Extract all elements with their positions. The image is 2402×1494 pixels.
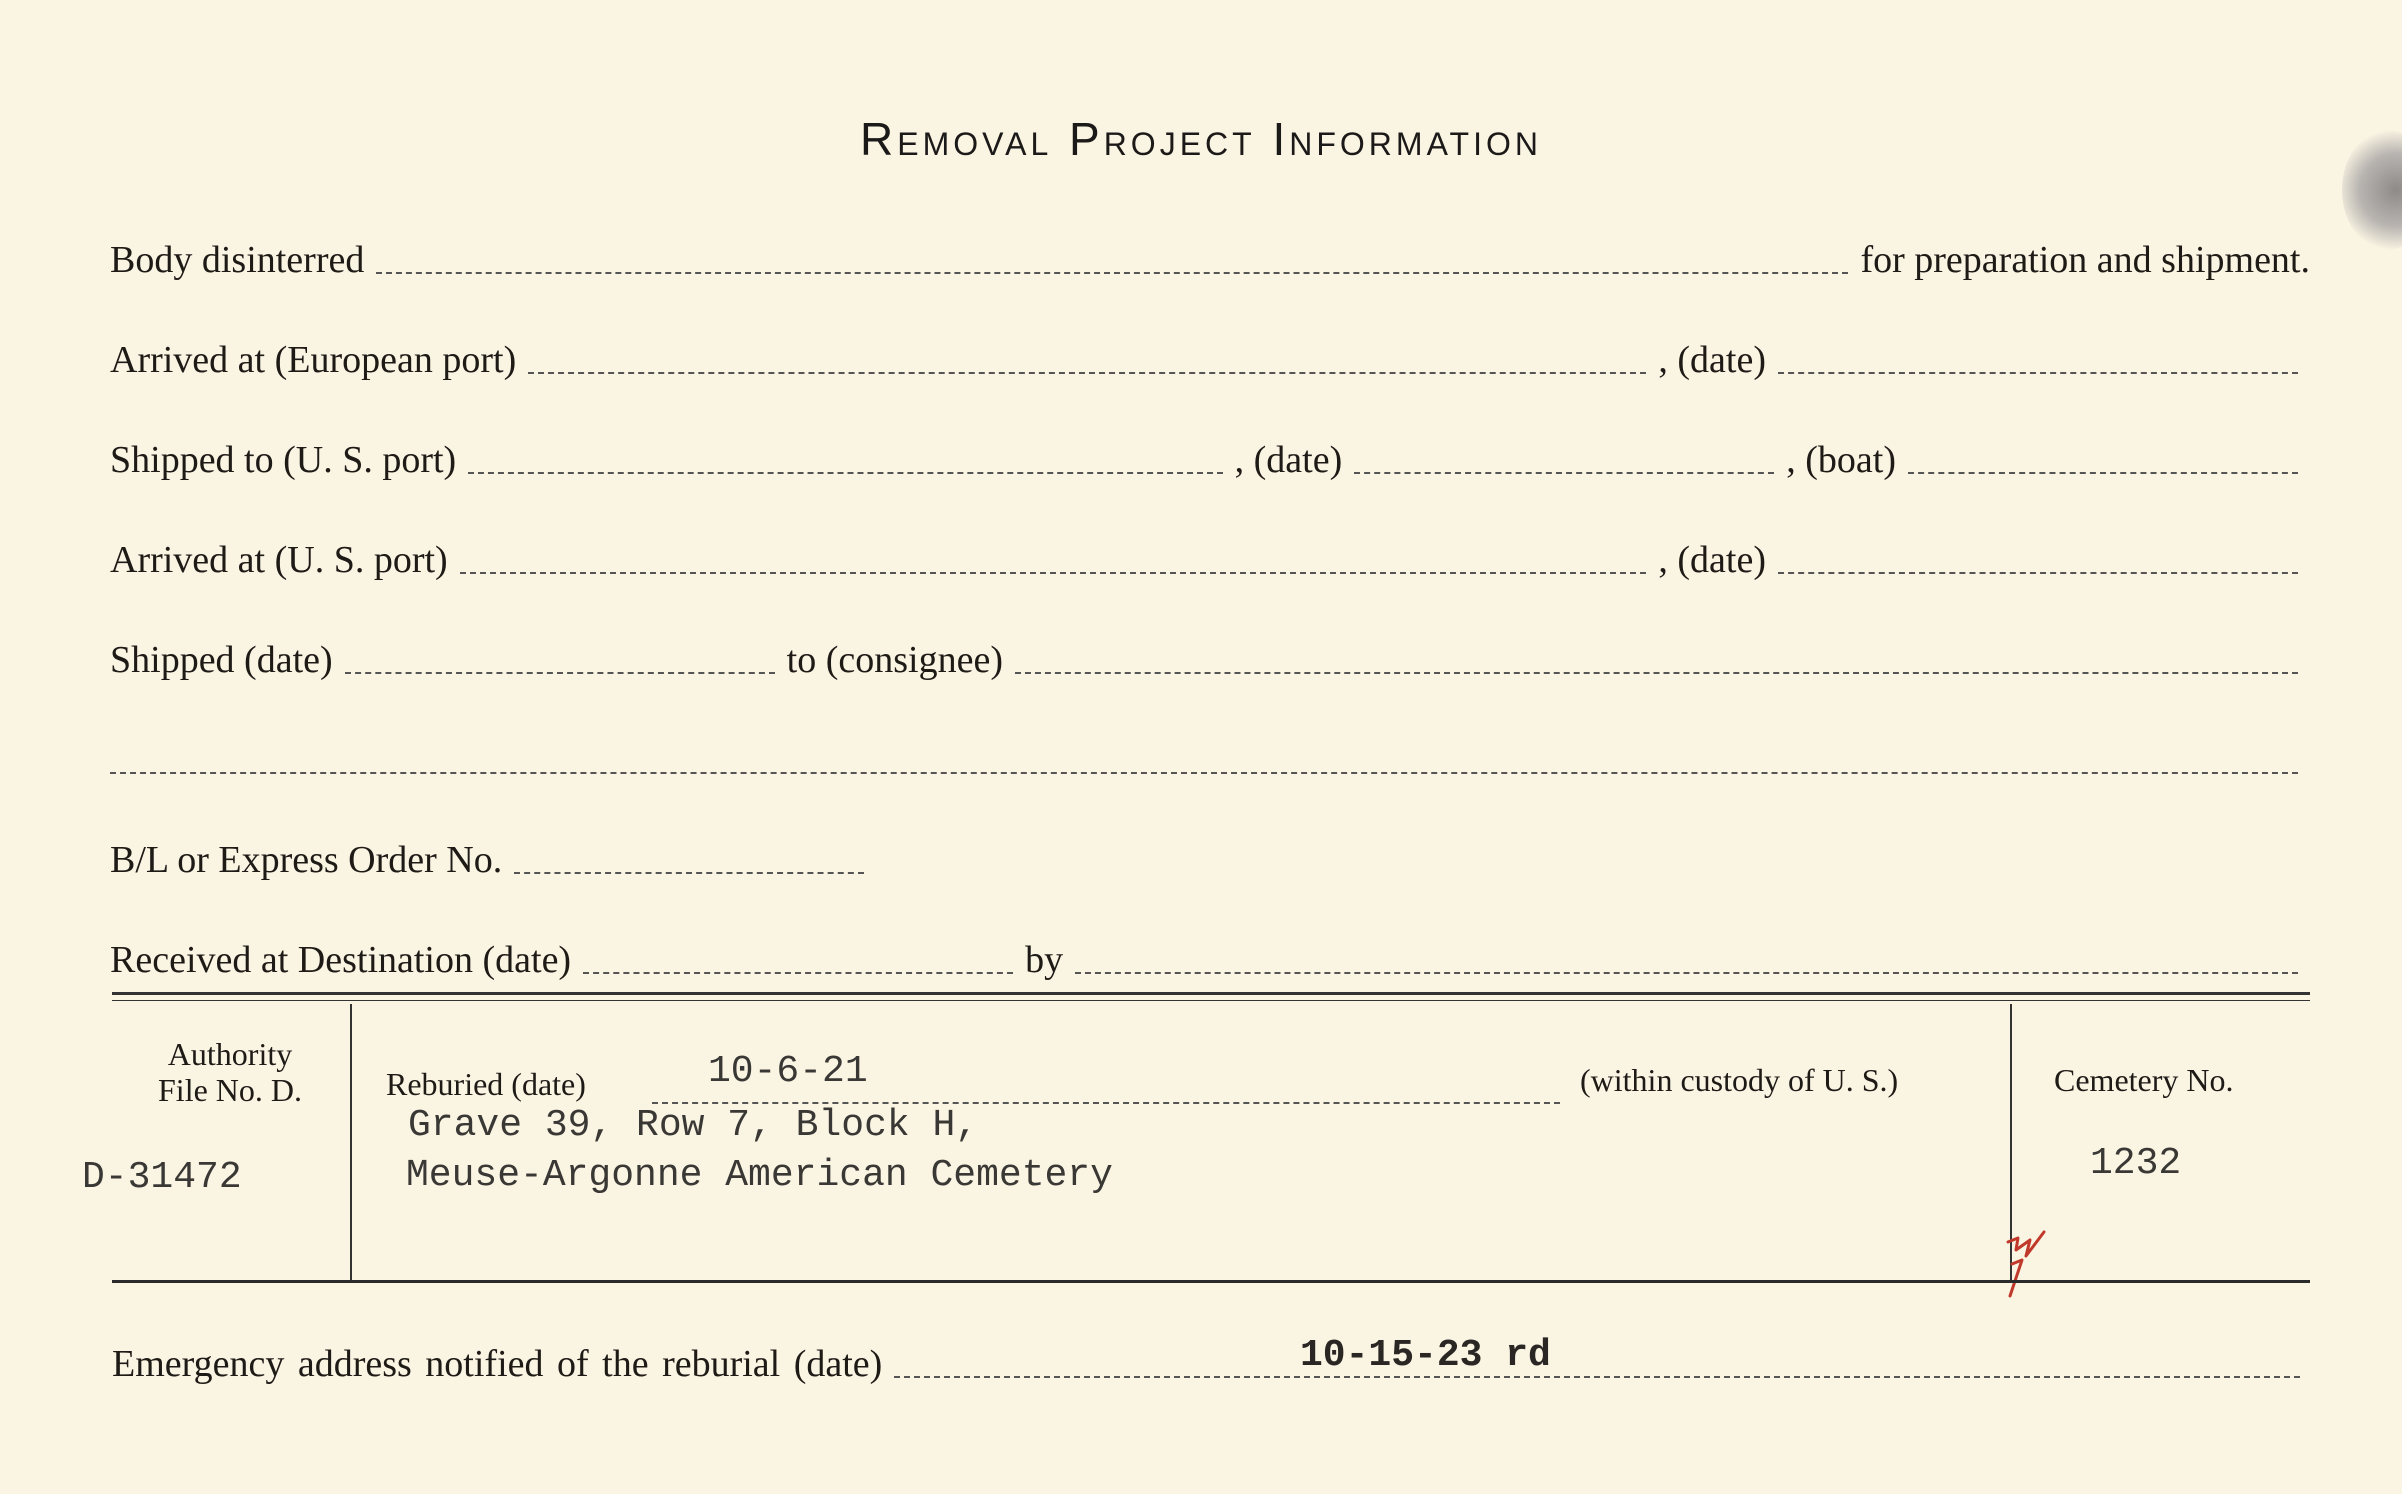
shipped-date-field[interactable] [345,672,775,674]
shipped-us-label: Shipped to (U. S. port) [110,439,457,481]
arrived-us-label: Arrived at (U. S. port) [110,539,448,581]
grave-line-1: Grave 39, Row 7, Block H, [408,1104,979,1147]
arrived-us-port-field[interactable] [460,572,1647,574]
grave-line-2: Meuse-Argonne American Cemetery [406,1154,1113,1197]
continuation-field[interactable] [110,772,2298,774]
arrived-european-date-field[interactable] [1778,372,2298,374]
bl-order-label: B/L or Express Order No. [110,839,503,881]
authority-file-label [120,1036,340,1108]
box-bottom-rule [112,1280,2310,1283]
received-date-field[interactable] [583,972,1013,974]
emergency-label: Emergency address notified of the reburial (date) [112,1343,883,1385]
arrived-european-port-field[interactable] [528,372,1646,374]
shipped-us-port-field[interactable] [468,472,1222,474]
arrived-european-date-label: , (date) [1658,339,1766,381]
arrived-us-date-field[interactable] [1778,572,2298,574]
custody-label: (within custody of U. S.) [1580,1062,1899,1098]
shipped-us-date-field[interactable] [1354,472,1774,474]
shipped-us-date-label: , (date) [1234,439,1343,481]
authority-label: Authority [167,1036,293,1072]
arrived-us-date-label: , (date) [1658,539,1766,581]
bl-order-field[interactable] [514,872,864,874]
body-disinterred-field[interactable] [376,272,1848,274]
consignee-label: to (consignee) [786,639,1003,681]
emergency-date-field[interactable] [894,1376,2300,1378]
row-body-disinterred [110,222,2310,282]
card-title: Removal Project Information [860,113,1542,165]
shipped-date-label: Shipped (date) [110,639,333,681]
cemetery-no-value: 1232 [2090,1142,2182,1185]
reburied-label: Reburied (date) [386,1066,586,1102]
box-divider-left [350,1004,352,1280]
body-disinterred-label: Body disinterred [110,239,365,281]
row-bl-order [110,822,2310,882]
row-shipped-us [110,422,2310,482]
emergency-value: 10-15-23 rd [1300,1334,1551,1377]
file-no-value: D-31472 [82,1156,242,1199]
received-label: Received at Destination (date) [110,939,572,981]
shipped-us-boat-label: , (boat) [1786,439,1896,481]
row-emergency [112,1326,2312,1386]
body-disinterred-suffix: for preparation and shipment. [1860,239,2310,281]
row-arrived-us [110,522,2310,582]
row-received [110,922,2310,982]
row-shipped-date [110,622,2310,682]
file-no-label: File No. D. [158,1072,302,1108]
consignee-field[interactable] [1015,672,2298,674]
shipped-us-boat-field[interactable] [1908,472,2298,474]
cemetery-no-label: Cemetery No. [2054,1062,2234,1098]
received-by-field[interactable] [1075,972,2298,974]
box-top-rule [112,992,2310,995]
row-continuation [110,722,2310,782]
received-by-label: by [1025,939,1064,981]
reburied-value: 10-6-21 [708,1050,868,1093]
row-arrived-european [110,322,2310,382]
red-check-mark [2000,1220,2070,1300]
box-top-rule-thin [112,1000,2310,1001]
arrived-european-label: Arrived at (European port) [110,339,517,381]
